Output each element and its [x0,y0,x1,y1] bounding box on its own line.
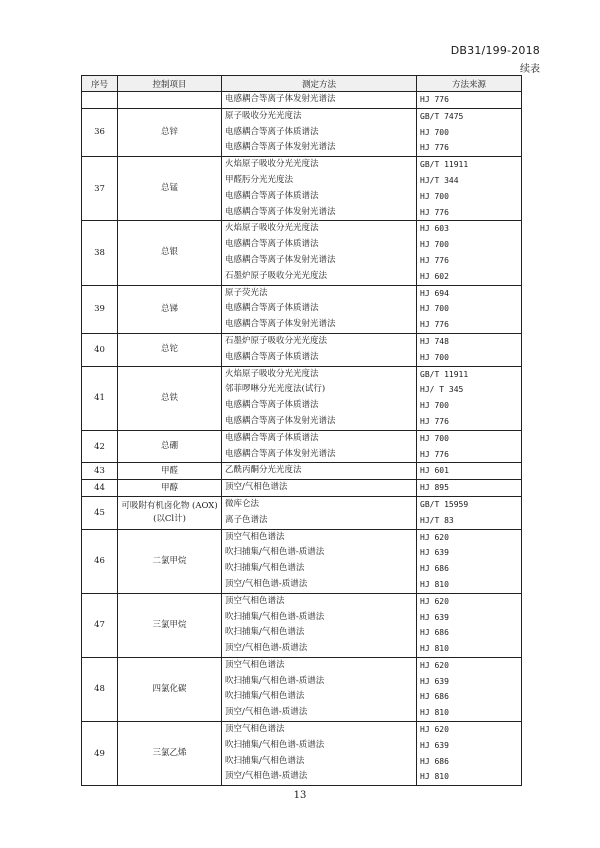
source-line: HJ 776 [420,416,449,426]
method-line: 顶空/气相色谱-质谱法 [225,578,308,589]
method-line: 顶空/气相色谱-质谱法 [225,643,308,654]
source-line: HJ 686 [420,564,449,574]
method-cell [222,92,417,109]
source-line: HJ 700 [420,433,449,443]
source-line: HJ 620 [420,596,449,606]
method-line: 微库仑法 [225,498,260,509]
control-item: 可吸附有机卤化物 (AOX)(以Cl计) [118,496,222,529]
control-item: 三氯甲烷 [118,593,222,657]
row-number: 38 [82,221,118,285]
table-row [82,157,522,221]
method-line: 电感耦合等离子体质谱法 [225,400,319,411]
method-line: 原子荧光法 [225,287,268,298]
source-cell [417,92,522,109]
control-item: 二氯甲烷 [118,529,222,593]
source-line: HJ 686 [420,628,449,638]
row-number: 40 [82,333,118,366]
source-cell [417,657,522,721]
control-item: 总铁 [118,366,222,430]
control-item: 四氯化碳 [118,657,222,721]
method-cell [222,108,417,156]
source-line: HJ 620 [420,660,449,670]
method-line: 顶空气相色谱法 [225,595,285,606]
control-item: 甲醇 [118,480,222,497]
source-line: HJ 694 [420,288,449,298]
row-number: 47 [82,593,118,657]
table-row [82,463,522,480]
table-row [82,480,522,497]
method-line: 电感耦合等离子体发射光谱法 [225,206,336,217]
control-item: 总锑 [118,285,222,333]
column-header-number: 序号 [82,76,118,92]
method-line: 乙酰丙酮分光光度法 [225,465,302,476]
source-line: HJ 700 [420,401,449,411]
control-item: 总硼 [118,430,222,463]
source-line: HJ 639 [420,676,449,686]
method-line: 电感耦合等离子体发射光谱法 [225,142,336,153]
continued-label: 续表 [520,64,540,75]
method-cell [222,221,417,285]
source-line: HJ 700 [420,304,449,314]
source-line: HJ 776 [420,207,449,217]
row-number: 44 [82,480,118,497]
row-number: 37 [82,157,118,221]
method-cell [222,722,417,786]
source-line: HJ 810 [420,708,449,718]
control-item: 总锌 [118,108,222,156]
method-cell [222,657,417,721]
table-row [82,366,522,430]
control-item: 总铊 [118,333,222,366]
method-table [81,75,522,786]
source-line: HJ 639 [420,612,449,622]
page-number: 13 [293,790,307,801]
method-cell [222,463,417,480]
source-line: HJ 700 [420,191,449,201]
method-line: 电感耦合等离子体质谱法 [225,190,319,201]
column-header-source: 方法来源 [417,76,522,92]
source-line: HJ 639 [420,740,449,750]
method-line: 火焰原子吸收分光光度法 [225,368,319,379]
source-line: GB/T 15959 [420,499,469,509]
method-cell [222,366,417,430]
source-cell [417,496,522,529]
column-header-method: 测定方法 [222,76,417,92]
method-line: 邻菲啰啉分光光度法(试行) [225,384,326,395]
method-line: 电感耦合等离子体质谱法 [225,239,319,250]
method-line: 顶空/气相色谱-质谱法 [225,771,308,782]
row-number: 42 [82,430,118,463]
source-line: HJ 639 [420,548,449,558]
source-cell [417,529,522,593]
row-number: 49 [82,722,118,786]
method-cell [222,430,417,463]
table-row [82,593,522,657]
method-line: 吹扫捕集/气相色谱法 [225,563,305,574]
method-line: 吹扫捕集/气相色谱-质谱法 [225,547,325,558]
column-header-item: 控制项目 [118,76,222,92]
table-body [82,92,522,786]
source-line: HJ 686 [420,756,449,766]
source-line: HJ 776 [420,255,449,265]
source-line: HJ 810 [420,579,449,589]
source-line: HJ/ T 345 [420,385,464,395]
method-cell [222,157,417,221]
document-code: DB31/199-2018 [450,44,540,57]
source-cell [417,430,522,463]
method-line: 电感耦合等离子体发射光谱法 [225,448,336,459]
method-line: 电感耦合等离子体发射光谱法 [225,254,336,265]
source-line: HJ/T 83 [420,515,454,525]
source-line: HJ 620 [420,725,449,735]
method-line: 顶空/气相色谱-质谱法 [225,707,308,718]
method-line: 甲醛肟分光光度法 [225,174,294,185]
method-line: 吹扫捕集/气相色谱-质谱法 [225,675,325,686]
row-number: 36 [82,108,118,156]
row-number: 45 [82,496,118,529]
source-line: GB/T 11911 [420,160,469,170]
control-item: 总锰 [118,157,222,221]
source-cell [417,333,522,366]
method-line: 顶空气相色谱法 [225,531,285,542]
source-line: HJ/T 344 [420,175,459,185]
source-line: HJ 776 [420,320,449,330]
method-line: 吹扫捕集/气相色谱法 [225,755,305,766]
source-cell [417,285,522,333]
source-line: HJ 700 [420,127,449,137]
method-line: 电感耦合等离子体质谱法 [225,432,319,443]
method-line: 电感耦合等离子体质谱法 [225,351,319,362]
method-line: 电感耦合等离子体质谱法 [225,303,319,314]
source-line: HJ 810 [420,644,449,654]
source-cell [417,366,522,430]
method-line: 离子色谱法 [225,514,268,525]
row-number [82,92,118,109]
source-line: HJ 601 [420,466,449,476]
source-line: HJ 895 [420,483,449,493]
source-cell [417,221,522,285]
table-header-row [82,76,522,92]
table-row [82,496,522,529]
method-line: 石墨炉原子吸收分光光度法 [225,335,328,346]
method-line: 原子吸收分光光度法 [225,110,302,121]
method-line: 电感耦合等离子体质谱法 [225,126,319,137]
source-line: HJ 602 [420,271,449,281]
control-item: 总银 [118,221,222,285]
method-line: 火焰原子吸收分光光度法 [225,159,319,170]
source-line: HJ 686 [420,692,449,702]
method-line: 吹扫捕集/气相色谱法 [225,691,305,702]
source-line: GB/T 7475 [420,111,464,121]
row-number: 41 [82,366,118,430]
source-line: HJ 700 [420,240,449,250]
method-line: 顶空气相色谱法 [225,724,285,735]
method-line: 吹扫捕集/气相色谱法 [225,627,305,638]
row-number: 43 [82,463,118,480]
method-cell [222,480,417,497]
source-line: HJ 776 [420,449,449,459]
row-number: 39 [82,285,118,333]
table-row [82,529,522,593]
method-cell [222,285,417,333]
method-line: 石墨炉原子吸收分光光度法 [225,270,328,281]
method-cell [222,496,417,529]
source-cell [417,593,522,657]
table-row [82,430,522,463]
method-cell [222,529,417,593]
row-number: 46 [82,529,118,593]
source-cell [417,463,522,480]
table-row [82,722,522,786]
method-line: 吹扫捕集/气相色谱-质谱法 [225,611,325,622]
method-line: 顶空/气相色谱法 [225,482,288,493]
source-line: HJ 620 [420,532,449,542]
method-line: 火焰原子吸收分光光度法 [225,223,319,234]
source-cell [417,157,522,221]
table-row [82,285,522,333]
method-line: 电感耦合等离子体发射光谱法 [225,94,336,104]
source-line: HJ 700 [420,352,449,362]
source-cell [417,722,522,786]
table-row [82,108,522,156]
source-line: HJ 776 [420,143,449,153]
method-line: 顶空气相色谱法 [225,659,285,670]
method-cell [222,593,417,657]
source-line: GB/T 11911 [420,369,469,379]
table-row [82,92,522,109]
source-line: HJ 748 [420,336,449,346]
method-cell [222,333,417,366]
source-line: HJ 810 [420,772,449,782]
table-row [82,221,522,285]
method-line: 吹扫捕集/气相色谱-质谱法 [225,739,325,750]
method-line: 电感耦合等离子体发射光谱法 [225,319,336,330]
method-line: 电感耦合等离子体发射光谱法 [225,415,336,426]
table-row [82,657,522,721]
source-line: HJ 776 [420,95,449,104]
control-item [118,92,222,109]
control-item: 三氯乙烯 [118,722,222,786]
source-cell [417,480,522,497]
control-item: 甲醛 [118,463,222,480]
source-cell [417,108,522,156]
table-row [82,333,522,366]
row-number: 48 [82,657,118,721]
source-line: HJ 603 [420,224,449,234]
